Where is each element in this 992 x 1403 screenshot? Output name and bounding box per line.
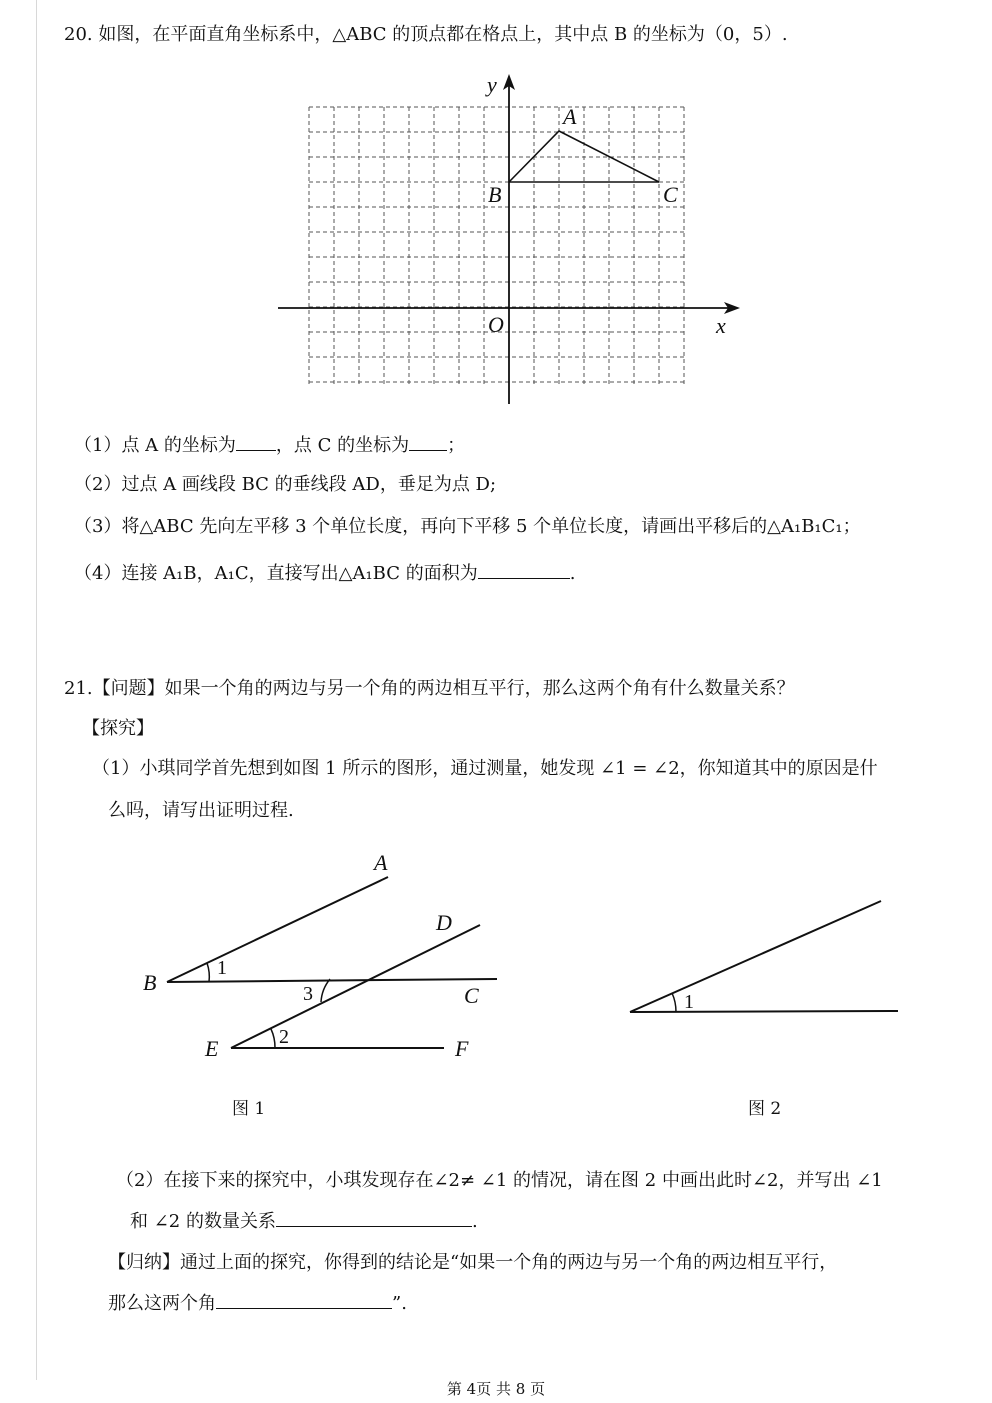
q21-part1-line2: 么吗，请写出证明过程. <box>108 800 294 821</box>
q21-summary-line1: 【归纳】通过上面的探究，你得到的结论是“如果一个角的两边与另一个角的两边相互平行， <box>108 1252 838 1273</box>
q21-part2-line1: （2）在接下来的探究中，小琪发现存在∠2≠ ∠1 的情况，请在图 2 中画出此时∠2，并写出 ∠1 <box>116 1170 883 1191</box>
answer-blank <box>216 1292 392 1309</box>
x-axis-label: x <box>716 313 726 338</box>
svg-text:1: 1 <box>217 957 227 979</box>
q21-explore-heading: 【探究】 <box>82 718 154 739</box>
q20-part3: （3）将△ABC 先向左平移 3 个单位长度，再向下平移 5 个单位长度，请画出平移后的△A₁B₁C₁； <box>74 516 861 537</box>
q21-stem: 21.【问题】如果一个角的两边与另一个角的两边相互平行，那么这两个角有什么数量关系？ <box>64 678 795 699</box>
q21-part2-line2: 和 ∠2 的数量关系 . <box>130 1211 478 1232</box>
answer-blank <box>276 1210 472 1227</box>
answer-blank <box>236 434 276 451</box>
svg-text:E: E <box>205 1036 219 1061</box>
svg-text:C: C <box>464 983 479 1008</box>
point-b-label: B <box>488 182 502 207</box>
point-a-label: A <box>563 104 577 129</box>
figure-2 <box>0 880 992 1040</box>
origin-label: O <box>488 312 504 337</box>
svg-text:3: 3 <box>303 983 313 1005</box>
figure-2-caption: 图 2 <box>748 1099 782 1119</box>
q20-stem: 20. 如图，在平面直角坐标系中，△ABC 的顶点都在格点上，其中点 B 的坐标为（0，5）. <box>64 24 788 45</box>
point-c-label: C <box>663 182 678 207</box>
page-footer: 第 4页 共 8 页 <box>446 1380 546 1398</box>
figure-1-caption: 图 1 <box>232 1099 266 1119</box>
q20-coordinate-grid <box>0 60 992 480</box>
answer-blank <box>478 562 570 579</box>
q20-part2: （2）过点 A 画线段 BC 的垂线段 AD，垂足为点 D; <box>74 474 497 495</box>
svg-text:1: 1 <box>684 991 694 1013</box>
svg-text:2: 2 <box>279 1026 289 1048</box>
svg-text:D: D <box>436 910 452 935</box>
svg-text:B: B <box>143 970 157 995</box>
q20-part4: （4）连接 A₁B，A₁C，直接写出△A₁BC 的面积为 . <box>74 563 576 584</box>
svg-text:A: A <box>374 850 388 875</box>
y-axis-label: y <box>487 72 497 97</box>
q21-summary-line2: 那么这两个角 ”. <box>108 1293 407 1314</box>
q20-part1: （1）点 A 的坐标为 ，点 C 的坐标为 ； <box>74 435 466 456</box>
q21-part1-line1: （1）小琪同学首先想到如图 1 所示的图形，通过测量，她发现 ∠1 = ∠2，你知道其中的原因是什 <box>92 758 878 779</box>
answer-blank <box>409 434 447 451</box>
svg-text:F: F <box>455 1036 469 1061</box>
